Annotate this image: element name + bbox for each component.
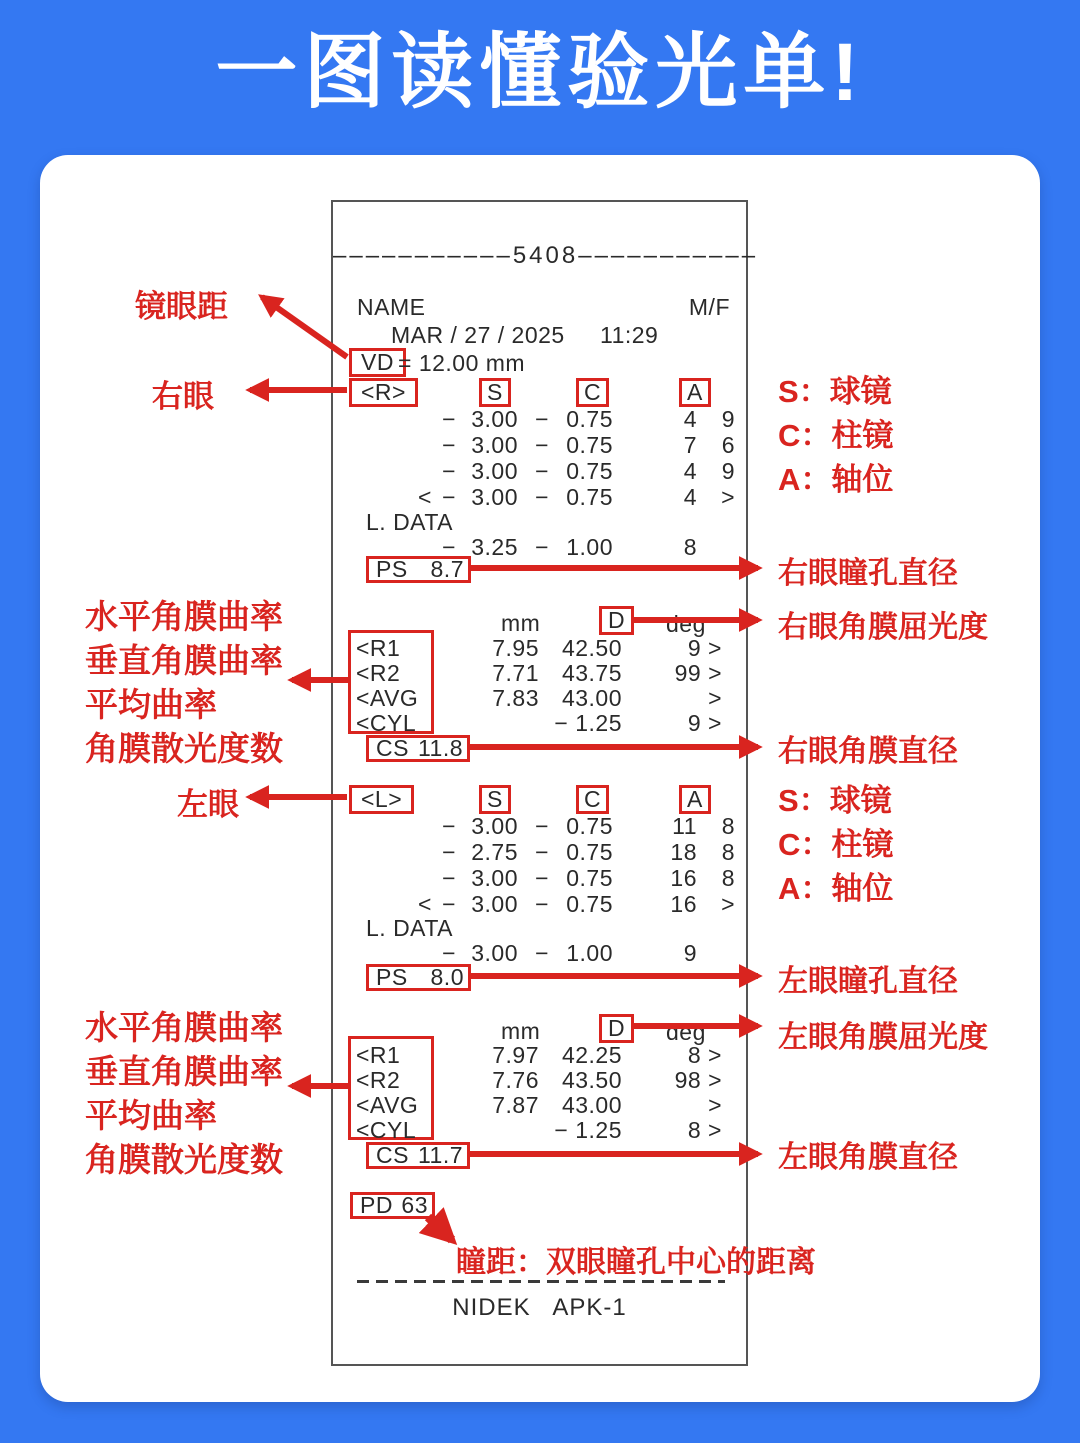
vd-value: = 12.00 mm [398,350,526,376]
pd-box [350,1192,435,1219]
kerato-row: <R2 7.76 43.50 98 > [356,1067,722,1093]
ann-sca-line: S：球镜 [778,783,892,818]
pd-label: PD [360,1192,393,1218]
left-refraction-rows [333,813,746,917]
ann-sca-line: C：柱镜 [778,827,894,862]
right-corneal-size-box [366,735,470,762]
refraction-row: − 3.00 − 0.75 4 9 [442,406,735,432]
sphere-column-box: S [479,378,511,407]
ann-left-eye: 左眼 [177,787,239,822]
kerato-row: <CYL − 1.25 8 > [356,1117,722,1143]
ann-kerato-line: 水平角膜曲率 [85,598,283,635]
ps-label: PS [376,556,408,582]
left-eye-label-box: <L> [349,785,414,814]
name-row [333,294,746,321]
right-eye-header [333,378,746,408]
kerato-row: <CYL − 1.25 9 > [356,710,722,736]
ann-kerato-line: 角膜散光度数 [85,730,283,767]
ann-sca-line: A：轴位 [778,462,894,497]
page-title: 一图读懂验光单! [215,27,865,118]
ann-kerato-line: 垂直角膜曲率 [85,642,283,679]
device-brand: NIDEK APK-1 [452,1294,627,1321]
ann-sca-line: S：球镜 [778,374,892,409]
ann-kerato-line: 水平角膜曲率 [85,1009,283,1046]
refraction-printout [331,200,759,1366]
right-pupil-size-box [366,556,471,583]
ps-value: 8.7 [430,556,464,582]
ann-right-eye: 右眼 [152,379,214,414]
cylinder-column-box: C [576,785,609,814]
ann-right-pupil: 右眼瞳孔直径 [778,557,958,590]
refraction-row: < − 3.00 − 0.75 4 > [418,484,735,510]
ann-kerato-line: 平均曲率 [85,686,217,723]
axis-column-box: A [679,378,711,407]
exam-date: MAR / 27 / 2025 [391,322,565,348]
ann-right-corneal-diameter: 右眼角膜直径 [778,735,958,768]
ann-sca-left [778,779,893,911]
left-pupil-size-box [366,964,471,991]
left-eye-header [333,785,746,815]
left-ldata-row [333,940,746,966]
ann-left-corneal-power: 左眼角膜屈光度 [778,1021,988,1054]
diopter-unit-box: D [599,1014,634,1043]
date-row [333,322,746,348]
kerato-row: <R2 7.71 43.75 99 > [356,660,722,686]
right-kerato-rows [333,636,746,736]
cs-value: 11.7 [417,1142,463,1168]
ann-pd-note: 瞳距：双眼瞳孔中心的距离 [456,1246,816,1279]
serial-line: –––––––––––5408––––––––––– [333,242,759,269]
refraction-row: − 3.25 − 1.00 8 [442,534,697,560]
ann-kerato-line: 角膜散光度数 [85,1141,283,1178]
right-refraction-rows [333,406,746,510]
vd-label-box: VD [349,348,406,377]
ann-kerato-right [85,595,283,771]
axis-column-box: A [679,785,711,814]
cs-value: 11.8 [417,735,463,761]
ann-sca-line: A：轴位 [778,871,894,906]
deg-unit: deg [666,1019,706,1045]
deg-unit: deg [666,611,706,637]
mm-unit: mm [501,1018,541,1044]
mm-unit: mm [501,610,541,636]
kerato-row: <R1 7.97 42.25 8 > [356,1042,722,1068]
ann-vd-distance: 镜眼距 [135,289,228,324]
ps-value: 8.0 [430,964,464,990]
ann-left-pupil: 左眼瞳孔直径 [778,965,958,998]
exam-time: 11:29 [600,322,659,348]
ann-kerato-left [85,1006,283,1182]
left-kerato-rows [333,1043,746,1143]
right-ldata-label: L. DATA [366,509,453,535]
ann-kerato-line: 垂直角膜曲率 [85,1053,283,1090]
refraction-row: < − 3.00 − 0.75 16 > [418,891,735,917]
kerato-row: <AVG 7.87 43.00 > [356,1092,722,1118]
kerato-row: <R1 7.95 42.50 9 > [356,635,722,661]
cylinder-column-box: C [576,378,609,407]
pd-value: 63 [401,1192,428,1218]
kerato-row: <AVG 7.83 43.00 > [356,685,722,711]
left-corneal-size-box [366,1142,470,1169]
vd-row [333,348,746,378]
ann-left-corneal-diameter: 左眼角膜直径 [778,1141,958,1174]
refraction-row: − 3.00 − 0.75 16 8 [442,865,735,891]
ann-right-corneal-power: 右眼角膜屈光度 [778,611,988,644]
ann-sca-right [778,370,893,502]
refraction-row: − 3.00 − 0.75 4 9 [442,458,735,484]
left-ldata-label: L. DATA [366,915,453,941]
refraction-row: − 3.00 − 0.75 7 6 [442,432,735,458]
refraction-row: − 3.00 − 1.00 9 [442,940,697,966]
refraction-row: − 3.00 − 0.75 11 8 [442,813,735,839]
refraction-row: − 2.75 − 0.75 18 8 [442,839,735,865]
ann-sca-line: C：柱镜 [778,418,894,453]
diopter-unit-box: D [599,606,634,635]
cs-label: CS [376,735,409,761]
ann-kerato-line: 平均曲率 [85,1097,217,1134]
sphere-column-box: S [479,785,511,814]
ps-label: PS [376,964,408,990]
cs-label: CS [376,1142,409,1168]
name-label: NAME [357,294,426,320]
sex-label: M/F [688,294,730,320]
right-eye-label-box: <R> [349,378,418,407]
